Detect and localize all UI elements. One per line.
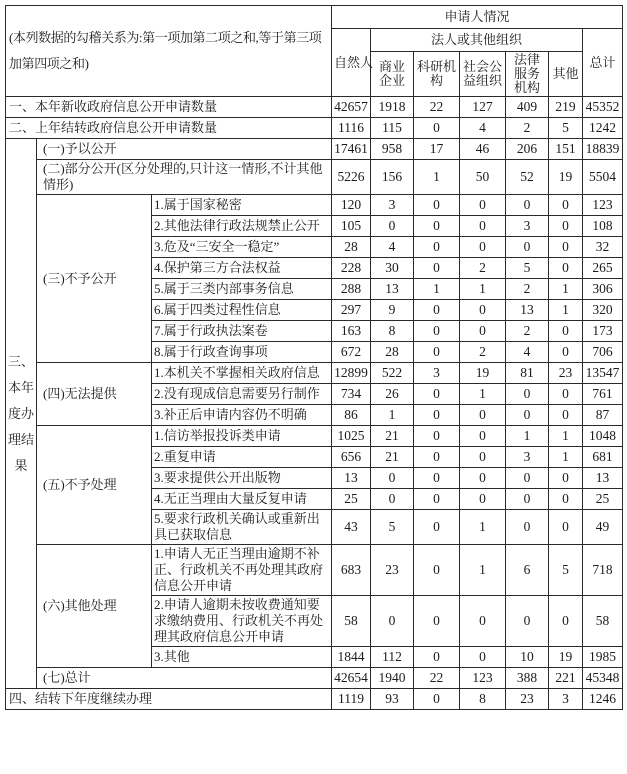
value-cell: 21 (371, 447, 414, 468)
table-row (6, 97, 623, 118)
value-cell: 123 (583, 195, 623, 216)
value-cell: 0 (506, 596, 549, 647)
reconciliation-note: (本列数据的勾稽关系为:第一项加第二项之和,等于第三项加第四项之和) (6, 6, 332, 97)
value-cell: 1 (460, 510, 506, 545)
value-cell: 4 (506, 342, 549, 363)
value-cell: 409 (506, 97, 549, 118)
value-cell: 0 (414, 342, 460, 363)
value-cell: 1 (549, 447, 583, 468)
value-cell: 0 (414, 300, 460, 321)
group-label: (三)不予公开 (37, 195, 152, 363)
value-cell: 127 (460, 97, 506, 118)
value-cell: 0 (549, 258, 583, 279)
value-cell: 13 (583, 468, 623, 489)
value-cell: 1844 (332, 647, 371, 668)
value-cell: 173 (583, 321, 623, 342)
value-cell: 2 (506, 118, 549, 139)
value-cell: 0 (414, 405, 460, 426)
value-cell: 0 (506, 468, 549, 489)
value-cell: 388 (506, 668, 549, 689)
value-cell: 1 (460, 545, 506, 596)
value-cell: 25 (332, 489, 371, 510)
header-social-welfare-org: 社会公益组织 (460, 52, 506, 97)
header-row-1 (6, 6, 623, 29)
value-cell: 1 (414, 279, 460, 300)
value-cell: 0 (506, 384, 549, 405)
value-cell: 0 (414, 468, 460, 489)
value-cell: 0 (460, 216, 506, 237)
value-cell: 0 (414, 510, 460, 545)
value-cell: 0 (506, 195, 549, 216)
value-cell: 87 (583, 405, 623, 426)
value-cell: 32 (583, 237, 623, 258)
item-label: 1.属于国家秘密 (152, 195, 332, 216)
value-cell: 221 (549, 668, 583, 689)
value-cell: 22 (414, 668, 460, 689)
value-cell: 297 (332, 300, 371, 321)
value-cell: 0 (460, 426, 506, 447)
value-cell: 22 (414, 97, 460, 118)
value-cell: 26 (371, 384, 414, 405)
value-cell: 49 (583, 510, 623, 545)
header-natural-person: 自然人 (332, 29, 371, 97)
value-cell: 93 (371, 689, 414, 710)
value-cell: 1048 (583, 426, 623, 447)
value-cell: 228 (332, 258, 371, 279)
value-cell: 0 (414, 384, 460, 405)
value-cell: 0 (414, 216, 460, 237)
value-cell: 52 (506, 160, 549, 195)
item-label: 2.没有现成信息需要另行制作 (152, 384, 332, 405)
value-cell: 151 (549, 139, 583, 160)
value-cell: 120 (332, 195, 371, 216)
value-cell: 219 (549, 97, 583, 118)
value-cell: 1 (414, 160, 460, 195)
item-label: 1.本机关不掌握相关政府信息 (152, 363, 332, 384)
value-cell: 30 (371, 258, 414, 279)
table-row (6, 545, 623, 596)
value-cell: 0 (549, 237, 583, 258)
value-cell: 761 (583, 384, 623, 405)
value-cell: 13 (332, 468, 371, 489)
table-row (6, 668, 623, 689)
value-cell: 0 (549, 195, 583, 216)
value-cell: 86 (332, 405, 371, 426)
value-cell: 45348 (583, 668, 623, 689)
value-cell: 25 (583, 489, 623, 510)
value-cell: 265 (583, 258, 623, 279)
value-cell: 23 (549, 363, 583, 384)
header-other-org: 其他 (549, 52, 583, 97)
value-cell: 19 (549, 647, 583, 668)
value-cell: 0 (414, 237, 460, 258)
group-label: (七)总计 (37, 668, 332, 689)
value-cell: 0 (460, 405, 506, 426)
value-cell: 0 (506, 510, 549, 545)
value-cell: 28 (332, 237, 371, 258)
value-cell: 0 (414, 195, 460, 216)
value-cell: 0 (460, 596, 506, 647)
value-cell: 0 (549, 384, 583, 405)
value-cell: 0 (549, 405, 583, 426)
value-cell: 17461 (332, 139, 371, 160)
item-label: 5.属于三类内部事务信息 (152, 279, 332, 300)
value-cell: 320 (583, 300, 623, 321)
value-cell: 0 (549, 596, 583, 647)
item-label: 4.无正当理由大量反复申请 (152, 489, 332, 510)
value-cell: 13 (371, 279, 414, 300)
item-label: 3.其他 (152, 647, 332, 668)
value-cell: 1242 (583, 118, 623, 139)
value-cell: 1119 (332, 689, 371, 710)
value-cell: 2 (460, 258, 506, 279)
value-cell: 1246 (583, 689, 623, 710)
value-cell: 58 (583, 596, 623, 647)
value-cell: 681 (583, 447, 623, 468)
table-row (6, 160, 623, 195)
header-commercial-enterprise: 商业企业 (371, 52, 414, 97)
item-label: 2.其他法律行政法规禁止公开 (152, 216, 332, 237)
value-cell: 13 (506, 300, 549, 321)
table-row (6, 195, 623, 216)
item-label: 3.危及“三安全一稳定” (152, 237, 332, 258)
value-cell: 1 (549, 279, 583, 300)
value-cell: 115 (371, 118, 414, 139)
section-label: 三、本年度办理结果 (6, 139, 37, 689)
header-applicant-situation: 申请人情况 (332, 6, 623, 29)
value-cell: 1940 (371, 668, 414, 689)
item-label: 4.保护第三方合法权益 (152, 258, 332, 279)
value-cell: 0 (371, 468, 414, 489)
value-cell: 0 (414, 321, 460, 342)
value-cell: 8 (371, 321, 414, 342)
value-cell: 3 (506, 447, 549, 468)
value-cell: 1 (549, 300, 583, 321)
value-cell: 1 (460, 279, 506, 300)
value-cell: 1918 (371, 97, 414, 118)
value-cell: 683 (332, 545, 371, 596)
value-cell: 0 (371, 596, 414, 647)
value-cell: 3 (549, 689, 583, 710)
value-cell: 5226 (332, 160, 371, 195)
value-cell: 5 (549, 545, 583, 596)
value-cell: 0 (506, 405, 549, 426)
value-cell: 0 (549, 468, 583, 489)
item-label: 6.属于四类过程性信息 (152, 300, 332, 321)
table-row (6, 139, 623, 160)
value-cell: 17 (414, 139, 460, 160)
item-label: 8.属于行政查询事项 (152, 342, 332, 363)
value-cell: 9 (371, 300, 414, 321)
value-cell: 0 (414, 489, 460, 510)
value-cell: 5504 (583, 160, 623, 195)
value-cell: 958 (371, 139, 414, 160)
value-cell: 672 (332, 342, 371, 363)
group-label: (六)其他处理 (37, 545, 152, 668)
value-cell: 522 (371, 363, 414, 384)
value-cell: 3 (506, 216, 549, 237)
value-cell: 0 (460, 489, 506, 510)
value-cell: 0 (460, 447, 506, 468)
value-cell: 13547 (583, 363, 623, 384)
group-label: (一)予以公开 (37, 139, 332, 160)
value-cell: 81 (506, 363, 549, 384)
value-cell: 1025 (332, 426, 371, 447)
value-cell: 46 (460, 139, 506, 160)
value-cell: 0 (414, 689, 460, 710)
value-cell: 306 (583, 279, 623, 300)
value-cell: 718 (583, 545, 623, 596)
value-cell: 5 (549, 118, 583, 139)
group-label: (五)不予处理 (37, 426, 152, 545)
value-cell: 123 (460, 668, 506, 689)
value-cell: 112 (371, 647, 414, 668)
value-cell: 0 (460, 647, 506, 668)
value-cell: 18839 (583, 139, 623, 160)
value-cell: 4 (460, 118, 506, 139)
row-label: 一、本年新收政府信息公开申请数量 (6, 97, 332, 118)
value-cell: 6 (506, 545, 549, 596)
item-label: 3.要求提供公开出版物 (152, 468, 332, 489)
group-label: (四)无法提供 (37, 363, 152, 426)
item-label: 2.申请人逾期未按收费通知要求缴纳费用、行政机关不再处理其政府信息公开申请 (152, 596, 332, 647)
value-cell: 0 (414, 545, 460, 596)
value-cell: 105 (332, 216, 371, 237)
value-cell: 0 (371, 216, 414, 237)
value-cell: 3 (414, 363, 460, 384)
table-row (6, 118, 623, 139)
value-cell: 0 (549, 489, 583, 510)
value-cell: 1 (371, 405, 414, 426)
value-cell: 10 (506, 647, 549, 668)
value-cell: 0 (460, 321, 506, 342)
value-cell: 4 (371, 237, 414, 258)
value-cell: 656 (332, 447, 371, 468)
value-cell: 43 (332, 510, 371, 545)
value-cell: 0 (414, 647, 460, 668)
value-cell: 5 (371, 510, 414, 545)
value-cell: 156 (371, 160, 414, 195)
value-cell: 45352 (583, 97, 623, 118)
value-cell: 0 (549, 321, 583, 342)
table-body (6, 97, 623, 710)
value-cell: 0 (414, 258, 460, 279)
value-cell: 0 (506, 489, 549, 510)
header-legal-org-group: 法人或其他组织 (371, 29, 583, 52)
value-cell: 706 (583, 342, 623, 363)
value-cell: 2 (460, 342, 506, 363)
value-cell: 0 (549, 342, 583, 363)
value-cell: 206 (506, 139, 549, 160)
value-cell: 23 (371, 545, 414, 596)
value-cell: 0 (414, 447, 460, 468)
value-cell: 0 (460, 237, 506, 258)
value-cell: 3 (371, 195, 414, 216)
value-cell: 21 (371, 426, 414, 447)
value-cell: 0 (414, 596, 460, 647)
value-cell: 0 (460, 300, 506, 321)
value-cell: 163 (332, 321, 371, 342)
value-cell: 0 (414, 426, 460, 447)
value-cell: 0 (414, 118, 460, 139)
value-cell: 734 (332, 384, 371, 405)
item-label: 3.补正后申请内容仍不明确 (152, 405, 332, 426)
header-legal-service-org: 法律服务机构 (506, 52, 549, 97)
item-label: 2.重复申请 (152, 447, 332, 468)
value-cell: 0 (549, 510, 583, 545)
value-cell: 0 (460, 195, 506, 216)
table-row (6, 363, 623, 384)
value-cell: 0 (549, 216, 583, 237)
group-label: (二)部分公开(区分处理的,只计这一情形,不计其他情形) (37, 160, 332, 195)
value-cell: 5 (506, 258, 549, 279)
value-cell: 1985 (583, 647, 623, 668)
table-row (6, 689, 623, 710)
value-cell: 108 (583, 216, 623, 237)
value-cell: 23 (506, 689, 549, 710)
value-cell: 8 (460, 689, 506, 710)
item-label: 1.信访举报投诉类申请 (152, 426, 332, 447)
value-cell: 1 (460, 384, 506, 405)
header-research-institution: 科研机构 (414, 52, 460, 97)
value-cell: 42657 (332, 97, 371, 118)
table-row (6, 426, 623, 447)
item-label: 1.申请人无正当理由逾期不补正、行政机关不再处理其政府信息公开申请 (152, 545, 332, 596)
value-cell: 19 (549, 160, 583, 195)
value-cell: 1 (549, 426, 583, 447)
value-cell: 288 (332, 279, 371, 300)
value-cell: 28 (371, 342, 414, 363)
statistics-table (5, 5, 623, 710)
value-cell: 50 (460, 160, 506, 195)
value-cell: 0 (460, 468, 506, 489)
value-cell: 58 (332, 596, 371, 647)
value-cell: 1116 (332, 118, 371, 139)
value-cell: 0 (506, 237, 549, 258)
value-cell: 42654 (332, 668, 371, 689)
header-total: 总计 (583, 29, 623, 97)
value-cell: 2 (506, 321, 549, 342)
row-label: 二、上年结转政府信息公开申请数量 (6, 118, 332, 139)
value-cell: 1 (506, 426, 549, 447)
value-cell: 0 (371, 489, 414, 510)
value-cell: 12899 (332, 363, 371, 384)
value-cell: 2 (506, 279, 549, 300)
row-label: 四、结转下年度继续办理 (6, 689, 332, 710)
item-label: 7.属于行政执法案卷 (152, 321, 332, 342)
value-cell: 19 (460, 363, 506, 384)
item-label: 5.要求行政机关确认或重新出具已获取信息 (152, 510, 332, 545)
